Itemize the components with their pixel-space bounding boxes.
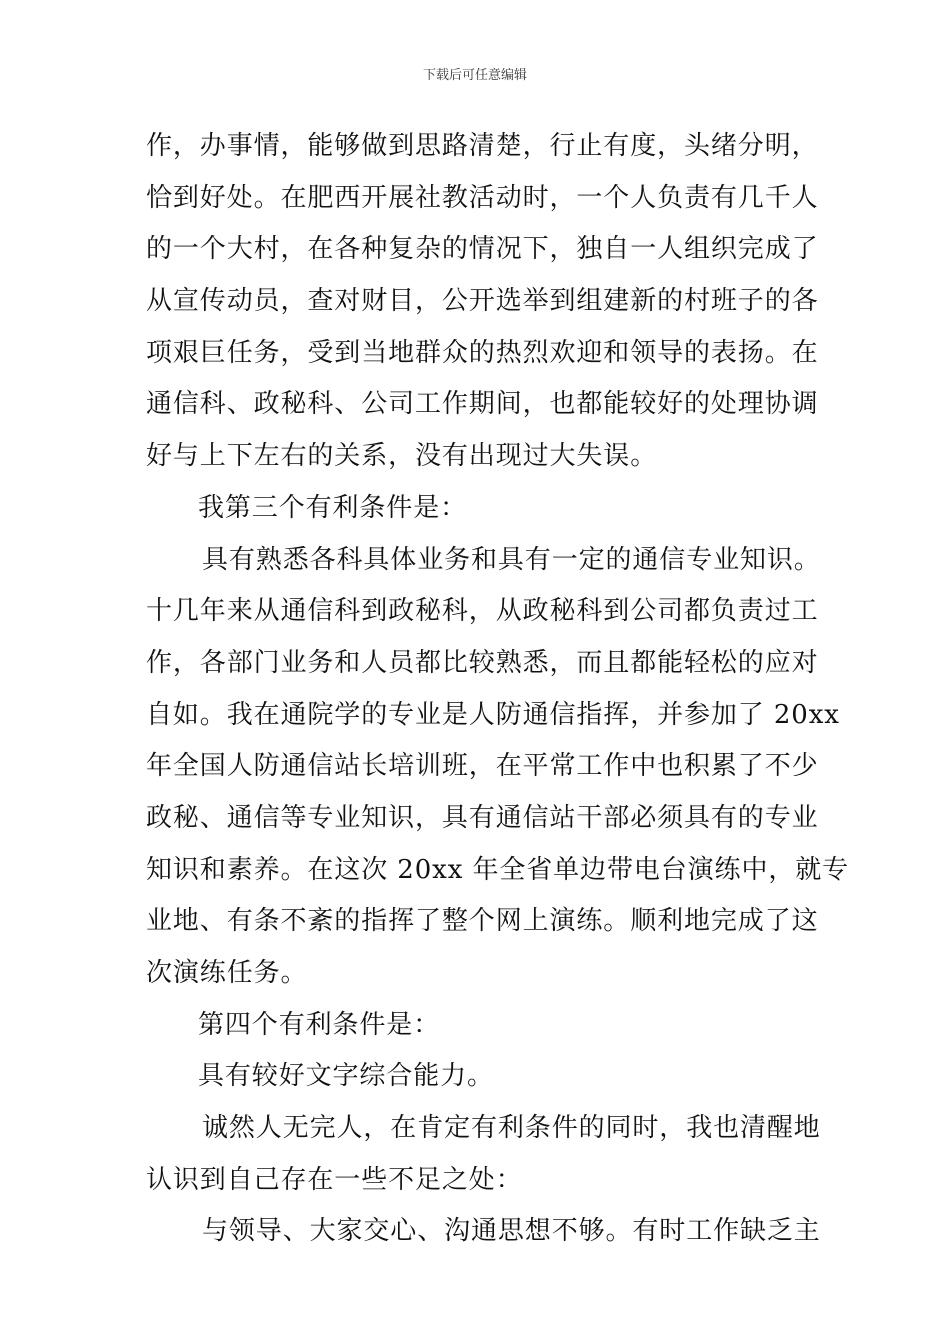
text-line: 从宣传动员，查对财目，公开选举到组建新的村班子的各 — [146, 286, 819, 317]
text-line: 十几年来从通信科到政秘科，从政秘科到公司都负责过工 — [146, 596, 819, 627]
text-line: 与领导、大家交心、沟通思想不够。有时工作缺乏主 — [202, 1216, 821, 1247]
document-body — [146, 121, 850, 1258]
page-header: 下载后可任意编辑 — [422, 68, 527, 83]
section-heading: 我第三个有利条件是： — [198, 492, 468, 523]
text-line: 作，办事情，能够做到思路清楚，行止有度，头绪分明， — [146, 131, 819, 161]
text-line: 恰到好处。在肥西开展社教活动时，一个人负责有几千人 — [146, 182, 819, 213]
text-line: 项艰巨任务，受到当地群众的热烈欢迎和领导的表扬。在 — [146, 337, 819, 368]
text-line: 诚然人无完人，在肯定有利条件的同时，我也清醒地 — [202, 1113, 821, 1144]
text-line: 好与上下左右的关系，没有出现过大失误。 — [146, 441, 658, 472]
text-line: 具有较好文字综合能力。 — [198, 1061, 494, 1092]
text-line: 自如。我在通院学的专业是人防通信指挥，并参加了 20xx — [146, 699, 840, 730]
section-heading: 第四个有利条件是： — [198, 1009, 441, 1040]
text-line: 政秘、通信等专业知识，具有通信站干部必须具有的专业 — [146, 802, 819, 833]
text-line: 年全国人防通信站长培训班，在平常工作中也积累了不少 — [146, 751, 819, 782]
text-line: 作，各部门业务和人员都比较熟悉，而且都能轻松的应对 — [146, 647, 819, 678]
text-line: 认识到自己存在一些不足之处： — [146, 1164, 523, 1195]
text-line: 业地、有条不紊的指挥了整个网上演练。顺利地完成了这 — [146, 906, 819, 937]
text-line: 具有熟悉各科具体业务和具有一定的通信专业知识。 — [202, 544, 821, 575]
text-line: 的一个大村，在各种复杂的情况下，独自一人组织完成了 — [146, 234, 819, 265]
text-line: 次演练任务。 — [146, 958, 308, 988]
text-line: 知识和素养。在这次 20xx 年全省单边带电台演练中，就专 — [146, 854, 850, 885]
text-line: 通信科、政秘科、公司工作期间，也都能较好的处理协调 — [146, 389, 819, 420]
